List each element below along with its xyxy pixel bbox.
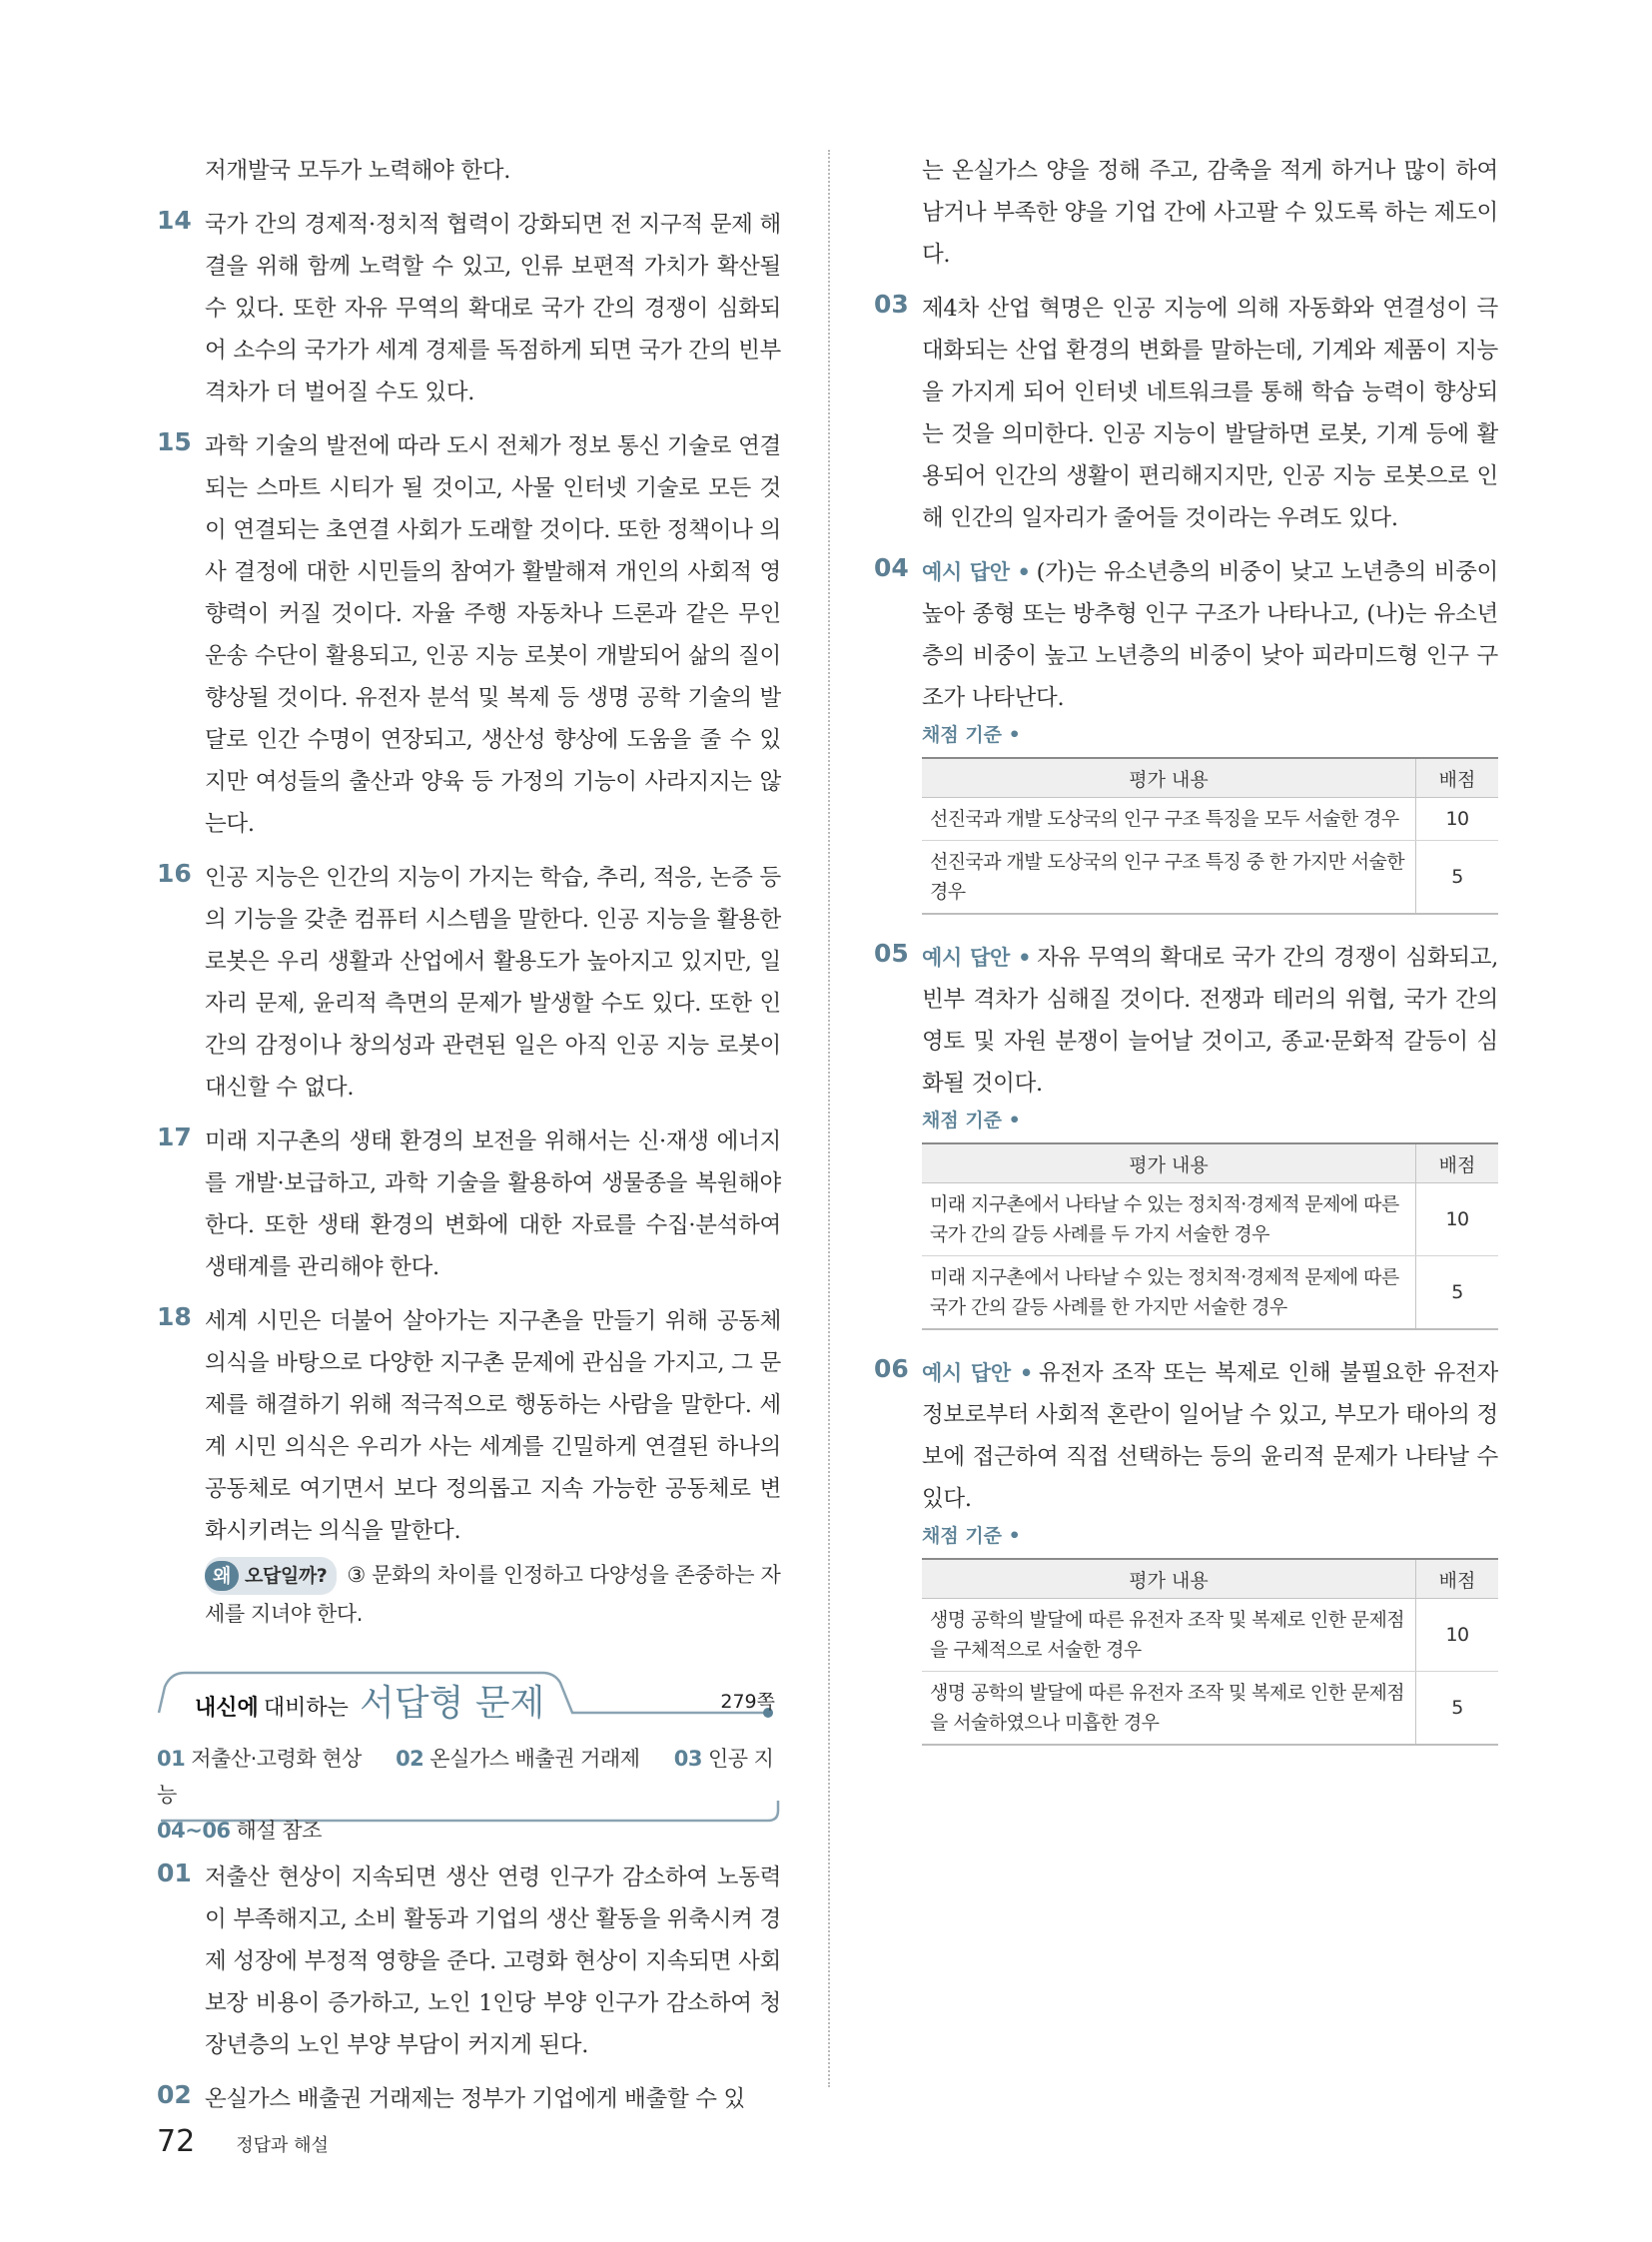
answer-item-04 <box>874 551 1498 915</box>
why-badge <box>205 1557 337 1595</box>
answer-text: 과학 기술의 발전에 따라 도시 전체가 정보 통신 기술로 연결되는 스마트 시티가 될 것이고, 사물 인터넷 기술로 모든 것이 연결되는 초연결 사회가 도래할 것이다. 또한 정책이나 의사 결정에 대한 시민들의 참여가 활발해져 개인의 사회적 영향력이 커질 것이다. 자율 주행 자동차나 드론과 같은 무인 운송 수단이 활용되고, 인공 지능 로봇이 개발되어 삶의 질이 향상될 것이다. 유전자 분석 및 복제 등 생명 공학 기술의 발달로 인간 수명이 연장되고, 생산성 향상에 도움을 줄 수 있지만 여성들의 출산과 양육 등 가정의 기능이 사라지지는 않는다. <box>205 433 781 837</box>
answer-item-01 <box>157 1857 781 2066</box>
page-section-label: 정답과 해설 <box>236 2135 329 2156</box>
criteria-score: 10 <box>1416 1599 1499 1672</box>
header-score: 배점 <box>1416 1143 1499 1183</box>
topic-number: 01 <box>157 1747 186 1771</box>
example-answer-text: (가)는 유소년층의 비중이 낮고 노년층의 비중이 높아 종형 또는 방추형 인구 구조가 나타나고, (나)는 유소년층의 비중이 높고 노년층의 비중이 낮아 피라미드형 인구 구조가 나타난다. <box>922 559 1498 711</box>
left-column <box>157 150 781 2132</box>
example-answer-text: 유전자 조작 또는 복제로 인해 불필요한 유전자 정보로부터 사회적 혼란이 일어날 수 있고, 부모가 태아의 정보에 접근하여 직접 선택하는 등의 윤리적 문제가 나타날 수 있다. <box>922 1360 1498 1512</box>
table-row <box>922 1256 1498 1330</box>
item-number: 04 <box>874 553 909 582</box>
wrong-answer-note <box>157 1556 781 1633</box>
topic-text: 해설 참조 <box>236 1819 322 1843</box>
item-number: 17 <box>157 1122 192 1151</box>
section-page-ref: 279쪽 <box>720 1691 775 1713</box>
criteria-label: 채점 기준 • <box>922 724 1021 746</box>
answer-item-05 <box>874 937 1498 1330</box>
answer-text <box>922 1352 1498 1520</box>
section-title <box>195 1675 544 1726</box>
grading-table <box>922 1558 1498 1746</box>
right-column <box>874 150 1498 1768</box>
criteria-score: 10 <box>1416 798 1499 841</box>
grading-table <box>922 1142 1498 1330</box>
section-title-part2: 대비하는 <box>263 1696 349 1721</box>
wrong-answer-text: ③ 문화의 차이를 인정하고 다양성을 존중하는 자세를 지녀야 한다. <box>205 1563 781 1626</box>
table-row <box>922 1183 1498 1256</box>
column-divider <box>828 150 830 2087</box>
table-header-row <box>922 1559 1498 1599</box>
table-header-row <box>922 1143 1498 1183</box>
answer-item-17 <box>157 1121 781 1288</box>
answer-text <box>922 937 1498 1105</box>
continued-text: 저개발국 모두가 노력해야 한다. <box>205 158 511 184</box>
criteria-score: 5 <box>1416 1672 1499 1746</box>
page-footer <box>157 2124 329 2159</box>
topic-number: 03 <box>673 1747 702 1771</box>
why-badge-text: 오답일까? <box>244 1565 328 1587</box>
criteria-content: 생명 공학의 발달에 따른 유전자 조작 및 복제로 인한 문제점을 서술하였으나 미흡한 경우 <box>922 1672 1416 1746</box>
criteria-score: 5 <box>1416 1256 1499 1330</box>
answer-text: 인공 지능은 인간의 지능이 가지는 학습, 추리, 적응, 논증 등의 기능을 갖춘 컴퓨터 시스템을 말한다. 인공 지능을 활용한 로봇은 우리 생활과 산업에서 활용도가 높아지고 있지만, 일자리 문제, 윤리적 측면의 문제가 발생할 수도 있다. 또한 인간의 감정이나 창의성과 관련된 일은 아직 인공 지능 로봇이 대신할 수 없다. <box>205 865 781 1101</box>
answer-text <box>922 551 1498 719</box>
answer-text: 세계 시민은 더불어 살아가는 지구촌을 만들기 위해 공동체 의식을 바탕으로 다양한 지구촌 문제에 관심을 가지고, 그 문제를 해결하기 위해 적극적으로 행동하는 사람을 말한다. 세계 시민 의식은 우리가 사는 세계를 긴밀하게 연결된 하나의 공동체로 여기면서 보다 정의롭고 지속 가능한 공동체로 변화시키려는 의식을 말한다. <box>205 1308 781 1544</box>
item-number: 14 <box>157 206 192 235</box>
answer-item-14 <box>157 204 781 413</box>
criteria-content: 미래 지구촌에서 나타날 수 있는 정치적·경제적 문제에 따른 국가 간의 갈등 사례를 한 가지만 서술한 경우 <box>922 1256 1416 1330</box>
criteria-content: 생명 공학의 발달에 따른 유전자 조작 및 복제로 인한 문제점을 구체적으로 서술한 경우 <box>922 1599 1416 1672</box>
answer-text: 온실가스 배출권 거래제는 정부가 기업에게 배출할 수 있 <box>205 2086 745 2112</box>
topic-04-06 <box>157 1819 322 1843</box>
header-content: 평가 내용 <box>922 1559 1416 1599</box>
table-row <box>922 841 1498 915</box>
topic-number: 02 <box>396 1747 424 1771</box>
grading-table <box>922 757 1498 915</box>
item-number: 01 <box>157 1859 192 1887</box>
item-number: 05 <box>874 939 909 968</box>
header-content: 평가 내용 <box>922 1143 1416 1183</box>
answer-item-18 <box>157 1300 781 1552</box>
item-number: 02 <box>157 2080 192 2109</box>
topic-01 <box>157 1747 362 1771</box>
answer-text: 미래 지구촌의 생태 환경의 보전을 위해서는 신·재생 에너지를 개발·보급하고, 과학 기술을 활용하여 생물종을 복원해야 한다. 또한 생태 환경의 변화에 대한 자료를 수집·분석하여 생태계를 관리해야 한다. <box>205 1128 781 1280</box>
continued-text: 는 온실가스 양을 정해 주고, 감축을 적게 하거나 많이 하여 남거나 부족한 양을 기업 간에 사고팔 수 있도록 하는 제도이다. <box>922 158 1498 268</box>
answer-item-16 <box>157 857 781 1109</box>
why-circle: 왜 <box>205 1561 239 1591</box>
answer-item-15 <box>157 425 781 845</box>
example-answer-label: 예시 답안 • <box>922 560 1031 584</box>
table-row <box>922 798 1498 841</box>
section-title-part1: 내신에 <box>195 1696 259 1721</box>
answer-text: 국가 간의 경제적·정치적 협력이 강화되면 전 지구적 문제 해결을 위해 함께 노력할 수 있고, 인류 보편적 가치가 확산될 수 있다. 또한 자유 무역의 확대로 국가 간의 경쟁이 심화되어 소수의 국가가 세계 경제를 독점하게 되면 국가 간의 빈부 격차가 더 벌어질 수도 있다. <box>205 212 781 405</box>
section-topics <box>157 1741 781 1849</box>
section-header <box>157 1669 781 1843</box>
item-number: 15 <box>157 427 192 456</box>
table-row <box>922 1599 1498 1672</box>
section-title-main: 서답형 문제 <box>359 1683 545 1724</box>
criteria-label: 채점 기준 • <box>922 1525 1021 1547</box>
item-number: 18 <box>157 1302 192 1331</box>
table-row <box>922 1672 1498 1746</box>
criteria-content: 미래 지구촌에서 나타날 수 있는 정치적·경제적 문제에 따른 국가 간의 갈등 사례를 두 가지 서술한 경우 <box>922 1183 1416 1256</box>
topic-text: 저출산·고령화 현상 <box>191 1747 362 1771</box>
answer-text: 제4차 산업 혁명은 인공 지능에 의해 자동화와 연결성이 극대화되는 산업 환경의 변화를 말하는데, 기계와 제품이 지능을 가지게 되어 인터넷 네트워크를 통해 학습 능력이 향상되는 것을 의미한다. 인공 지능이 발달하면 로봇, 기계 등에 활용되어 인간의 생활이 편리해지지만, 인공 지능 로봇으로 인해 인간의 일자리가 줄어들 것이라는 우려도 있다. <box>922 296 1498 531</box>
topic-text: 인공 지능 <box>157 1747 774 1807</box>
criteria-score: 10 <box>1416 1183 1499 1256</box>
answer-text: 저출산 현상이 지속되면 생산 연령 인구가 감소하여 노동력이 부족해지고, 소비 활동과 기업의 생산 활동을 위축시켜 경제 성장에 부정적 영향을 준다. 고령화 현상이 지속되면 사회 보장 비용이 증가하고, 노인 1인당 부양 인구가 감소하여 청장년층의 노인 부양 부담이 커지게 된다. <box>205 1865 781 2058</box>
example-answer-text: 자유 무역의 확대로 국가 간의 경쟁이 심화되고, 빈부 격차가 심해질 것이다. 전쟁과 테러의 위협, 국가 간의 영토 및 자원 분쟁이 늘어날 것이고, 종교·문화적 갈등이 심화될 것이다. <box>922 945 1499 1097</box>
example-answer-label: 예시 답안 • <box>922 946 1032 970</box>
header-content: 평가 내용 <box>922 758 1416 798</box>
topic-02 <box>396 1747 639 1771</box>
criteria-score: 5 <box>1416 841 1499 915</box>
table-header-row <box>922 758 1498 798</box>
example-answer-label: 예시 답안 • <box>922 1361 1033 1385</box>
criteria-content: 선진국과 개발 도상국의 인구 구조 특징 중 한 가지만 서술한 경우 <box>922 841 1416 915</box>
answer-item-06 <box>874 1352 1498 1746</box>
item-number: 16 <box>157 859 192 888</box>
criteria-content: 선진국과 개발 도상국의 인구 구조 특징을 모두 서술한 경우 <box>922 798 1416 841</box>
item-number: 03 <box>874 290 909 319</box>
header-score: 배점 <box>1416 1559 1499 1599</box>
answer-item-03 <box>874 288 1498 539</box>
topic-number: 04~06 <box>157 1819 231 1843</box>
answer-item-02 <box>157 2078 781 2120</box>
topic-text: 온실가스 배출권 거래제 <box>429 1747 640 1771</box>
item-number: 06 <box>874 1354 909 1383</box>
criteria-label: 채점 기준 • <box>922 1110 1021 1131</box>
header-score: 배점 <box>1416 758 1499 798</box>
page-number: 72 <box>157 2124 196 2159</box>
